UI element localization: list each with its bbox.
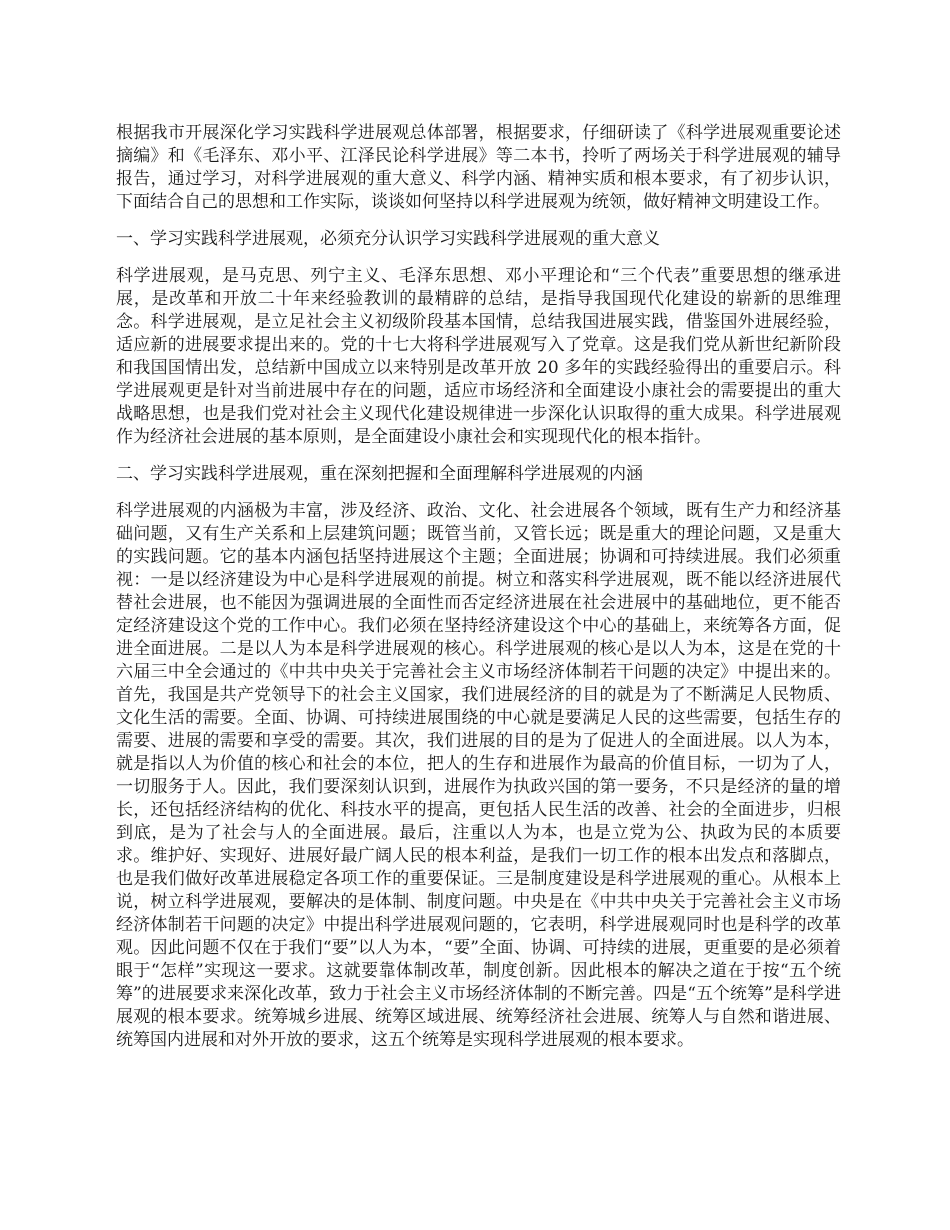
intro-paragraph: 根据我市开展深化学习实践科学进展观总体部署，根据要求，仔细研读了《科学进展观重要论述摘编》和《毛泽东、邓小平、江泽民论科学进展》等二本书，拎听了两场关于科学进展观的辅导报告，通过学习，对科学进展观的重大意义、科学内涵、精神实质和根本要求，有了初步认识，下面结合自己的思想和工作实际，谈谈如何坚持以科学进展观为统领，做好精神文明建设工作。 (116, 123, 841, 212)
document-page (116, 122, 841, 1066)
section-1-paragraph: 科学进展观，是马克思、列宁主义、毛泽东思想、邓小平理论和“三个代表”重要思想的继承进展，是改革和开放二十年来经验教训的最精辟的总结，是指导我国现代化建设的崭新的思维理念。科学进展观，是立足社会主义初级阶段基本国情，总结我国进展实践，借鉴国外进展经验，适应新的进展要求提出来的。党的十七大将科学进展观写入了党章。这是我们党从新世纪新阶段和我国国情出发，总结新中国成立以来特别是改革开放 20 多年的实践经验得出的重要启示。科学进展观更是针对当前进展中存在的问题，适应市场经济和全面建设小康社会的需要提出的重大战略思想，也是我们党对社会主义现代化建设规律进一步深化认识取得的重大成果。科学进展观作为经济社会进展的基本原则，是全面建设小康社会和实现现代化的根本指针。 (116, 266, 841, 447)
section-heading-1: 一、学习实践科学进展观，必须充分认识学习实践科学进展观的重大意义 (116, 229, 660, 249)
section-heading-2: 二、学习实践科学进展观，重在深刻把握和全面理解科学进展观的内涵 (116, 464, 643, 484)
section-2-paragraph: 科学进展观的内涵极为丰富，涉及经济、政治、文化、社会进展各个领域，既有生产力和经济基础问题，又有生产关系和上层建筑问题；既管当前，又管长远；既是重大的理论问题，又是重大的实践问题。它的基本内涵包括坚持进展这个主题；全面进展；协调和可持续进展。我们必须重视：一是以经济建设为中心是科学进展观的前提。树立和落实科学进展观，既不能以经济进展代替社会进展，也不能因为强调进展的全面性而否定经济进展在社会进展中的基础地位，更不能否定经济建设这个党的工作中心。我们必须在坚持经济建设这个中心的基础上，来统筹各方面，促进全面进展。二是以人为本是科学进展观的核心。科学进展观的核心是以人为本，这是在党的十六届三中全会通过的《中共中央关于完善社会主义市场经济体制若干问题的决定》中提出来的。首先，我国是共产党领导下的社会主义国家，我们进展经济的目的就是为了不断满足人民物质、文化生活的需要。全面、协调、可持续进展围绕的中心就是要满足人民的这些需要，包括生存的需要、进展的需要和享受的需要。其次，我们进展的目的是为了促进人的全面进展。以人为本，就是指以人为价值的核心和社会的本位，把人的生存和进展作为最高的价值目标，一切为了人，一切服务于人。因此，我们要深刻认识到，进展作为执政兴国的第一要务，不只是经济的量的增长，还包括经济结构的优化、科技水平的提高，更包括人民生活的改善、社会的全面进步，归根到底，是为了社会与人的全面进展。最后，注重以人为本，也是立党为公、执政为民的本质要求。维护好、实现好、进展好最广阔人民的根本利益，是我们一切工作的根本出发点和落脚点，也是我们做好改革进展稳定各项工作的重要保证。三是制度建设是科学进展观的重心。从根本上说，树立科学进展观，要解决的是体制、制度问题。中央是在《中共中央关于完善社会主义市场经济体制若干问题的决定》中提出科学进展观问题的，它表明，科学进展观同时也是科学的改革观。因此问题不仅在于我们“要”以人为本，“要”全面、协调、可持续的进展，更重要的是必须着眼于“怎样”实现这一要求。这就要靠体制改革，制度创新。因此根本的解决之道在于按“五个统筹”的进展要求来深化改革，致力于社会主义市场经济体制的不断完善。四是“五个统筹”是科学进展观的根本要求。统筹城乡进展、统筹区域进展、统筹经济社会进展、统筹人与自然和谐进展、统筹国内进展和对外开放的要求，这五个统筹是实现科学进展观的根本要求。 (116, 501, 841, 1050)
